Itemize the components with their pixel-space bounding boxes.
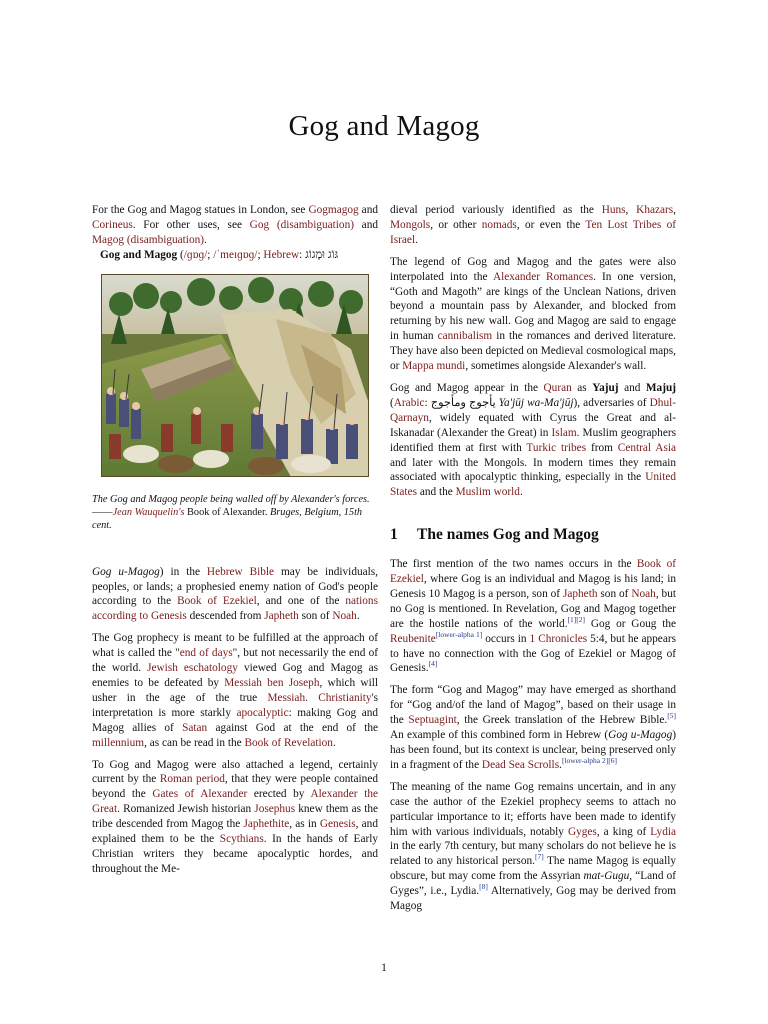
citation[interactable]: [7]	[534, 852, 544, 862]
link-gog-disambiguation[interactable]: Gog (disambiguation)	[249, 218, 354, 231]
arabic-text: يأجوج ومأجوج	[430, 396, 496, 409]
page-number: 1	[381, 962, 387, 974]
manuscript-illustration	[101, 274, 369, 477]
link-noah-2[interactable]: Noah	[631, 587, 656, 600]
link-alexander-romances[interactable]: Alexander Romances	[492, 270, 594, 283]
link-japhethite[interactable]: Japhethite	[243, 818, 290, 831]
link-septuagint[interactable]: Septuagint	[408, 714, 457, 727]
paragraph-quran: Gog and Magog appear in the Quran as Yajuj and Majuj (Arabic: يأجوج ومأجوج Ya'jūj wa-Ma'jūj), adversaries of Dhul-Qarnayn, widely equated with Cyrus the Great and al-Iskanadar (Alexander the Great) in Islam. Muslim geographers identified them at first with Turkic tribes from Central Asia and later with the Mongols. In modern times they remain associated with apocalyptic thinking, especially in the United States and the Muslim world.	[390, 381, 677, 499]
lead-line: Gog and Magog (/ɡɒɡ/; /ˈmeɪɡɒɡ/; Hebrew: גּוֹג וּמָגוֹג	[100, 248, 339, 261]
citation[interactable]: [1][2]	[567, 614, 586, 624]
citation[interactable]: [lower-alpha 1]	[435, 629, 483, 639]
link-christianity[interactable]: Christianity	[318, 691, 372, 704]
link-islam[interactable]: Islam	[551, 426, 577, 439]
link-gates-of-alexander[interactable]: Gates of Alexander	[152, 788, 248, 801]
link-khazars[interactable]: Khazars	[636, 204, 674, 216]
paragraph-medieval: dieval period variously identified as the Huns, Khazars, Mongols, or other nomads, or even the Ten Lost Tribes of Israel.	[390, 204, 676, 246]
link-magog-disambiguation[interactable]: Magog (disambiguation)	[92, 233, 205, 246]
link-dead-sea-scrolls[interactable]: Dead Sea Scrolls	[481, 758, 560, 771]
link-corineus[interactable]: Corineus	[92, 218, 133, 231]
link-genesis[interactable]: Genesis	[319, 818, 356, 831]
paragraph-legend: To Gog and Magog were also attached a legend, certainly current by the Roman period, that they were people contained beyond the Gates of Alexander erected by Alexander the Great. Romanized Jewish historian Josephus knew them as the tribe descended from Magog the Japhethite, as in Genesis, and explained them to be the Scythians. In the hands of Early Christian writers they became apocalyptic hordes, and throughout the Me-	[92, 758, 379, 875]
link-jewish-eschatology[interactable]: Jewish eschatology	[147, 662, 238, 675]
link-japheth[interactable]: Japheth	[264, 610, 299, 623]
right-column	[390, 203, 676, 921]
link-book-of-revelation[interactable]: Book of Revelation	[244, 736, 333, 749]
link-messiah-ben-joseph[interactable]: Messiah ben Joseph	[224, 676, 320, 689]
section-heading: 1 The names Gog and Magog	[390, 526, 599, 544]
link-roman-period[interactable]: Roman period	[159, 773, 225, 786]
link-cannibalism[interactable]: cannibalism	[437, 330, 493, 343]
link-millennium[interactable]: millennium	[92, 736, 145, 749]
link-mongols[interactable]: Mongols	[390, 218, 431, 231]
paragraph-prophecy: The Gog prophecy is meant to be fulfilled at the approach of what is called the "end of days", but not necessarily the end of the world. Jewish eschatology viewed Gog and Magog as enemies to be defeated by Messiah ben Joseph, which will usher in the age of the true Messiah. Christianity's interpretation is more starkly apocalyptic: making Gog and Magog allies of Satan against God at the end of the millennium, as can be read in the Book of Revelation.	[92, 632, 379, 749]
illustration-image	[101, 274, 369, 477]
link-huns[interactable]: Huns	[601, 204, 626, 216]
link-josephus[interactable]: Josephus	[254, 803, 296, 816]
link-turkic-tribes[interactable]: Turkic tribes	[526, 441, 587, 454]
link-quran[interactable]: Quran	[543, 381, 572, 394]
link-lydia[interactable]: Lydia	[650, 825, 676, 838]
link-pronunciation-magog[interactable]: /ˈmeɪɡɒɡ/	[213, 248, 258, 261]
paragraph-form: The form “Gog and Magog” may have emerged as shorthand for “Gog and/of the land of Magog”, based on their usage in the Septuagint, the Greek translation of the Hebrew Bible.[5] An example of this combined form in Hebrew (Gog u-Magog) has been found, but its context is unclear, being preserved only in a fragment of the Dead Sea Scrolls.[lower-alpha 2][6]	[390, 684, 676, 771]
link-satan[interactable]: Satan	[182, 721, 208, 734]
link-end-of-days[interactable]: end of days	[179, 647, 233, 660]
link-nations-according-to-genesis[interactable]: nations according to Genesis	[92, 595, 378, 623]
link-arabic[interactable]: Arabic	[393, 396, 425, 409]
page-title: Gog and Magog	[288, 110, 480, 142]
link-hebrew-bible[interactable]: Hebrew Bible	[206, 565, 275, 578]
link-pronunciation-gog[interactable]: /ɡɒɡ/	[183, 248, 208, 261]
hatnote: For the Gog and Magog statues in London, see Gogmagog and Corineus. For other uses, see Gog (disambiguation) and Magog (disambiguation).	[92, 204, 378, 246]
link-mappa-mundi[interactable]: Mappa mundi	[402, 360, 466, 373]
link-scythians[interactable]: Scythians	[219, 833, 264, 846]
paragraph-definition: Gog u-Magog) in the Hebrew Bible may be individuals, peoples, or lands; a prophesied enemy nation of God's people according to the Book of Ezekiel, and one of the nations according to Genesis descended from Japheth son of Noah.	[92, 565, 378, 623]
link-book-of-ezekiel[interactable]: Book of Ezekiel	[177, 595, 257, 608]
figure-caption: The Gog and Magog people being walled off by Alexander's forces. ——Jean Wauquelin's Book of Alexander. Bruges, Belgium, 15th cent.	[92, 493, 370, 531]
citation[interactable]: [lower-alpha 2][6]	[561, 756, 617, 766]
link-ten-lost-tribes[interactable]: Ten Lost Tribes of Israel	[390, 218, 676, 246]
link-messiah[interactable]: Messiah	[267, 691, 306, 704]
link-nomads[interactable]: nomads	[481, 218, 517, 231]
link-alexander-the-great[interactable]: Alexander the Great	[92, 788, 378, 816]
link-gyges[interactable]: Gyges	[567, 825, 597, 838]
left-column	[92, 203, 378, 884]
paragraph-first-mention: The first mention of the two names occurs in the Book of Ezekiel, where Gog is an individual and Magog is his land; in Genesis 10 Magog is a person, son of Japheth son of Noah, but no Gog is mentioned. In Revelation, Gog and Magog together are the hostile nations of the world.[1][2] Gog or Goug the Reubenite[lower-alpha 1] occurs in 1 Chronicles 5:4, but he appears to have no connection with the Gog of Ezekiel or Magog of Genesis.[4]	[390, 558, 676, 675]
citation[interactable]: [8]	[479, 882, 488, 892]
link-book-of-ezekiel-2[interactable]: Book of Ezekiel	[390, 558, 676, 586]
link-apocalyptic[interactable]: apocalyptic	[236, 706, 289, 719]
link-united-states[interactable]: United States	[390, 471, 676, 499]
citation[interactable]: [5]	[667, 711, 676, 721]
link-muslim-world[interactable]: Muslim world	[455, 486, 520, 499]
link-jean-wauquelin[interactable]: Jean Wauquelin's	[112, 506, 185, 518]
paragraph-meaning: The meaning of the name Gog remains uncertain, and in any case the author of the Ezekiel prophecy seems to attach no particular importance to it; efforts have been made to identify him with various individuals, notably Gyges, a king of Lydia in the early 7th century, but many scholars do not believe he is related to any historical person.[7] The name Magog is equally obscure, but may come from the Assyrian mat-Gugu, “Land of Gyges”, i.e., Lydia.[8] Alternatively, Gog may be derived from Magog	[390, 780, 677, 913]
link-noah[interactable]: Noah	[332, 610, 357, 623]
link-1-chronicles[interactable]: 1 Chronicles	[529, 632, 588, 645]
link-hebrew[interactable]: Hebrew	[263, 248, 300, 261]
paragraph-alexander-romances: The legend of Gog and Magog and the gates were also interpolated into the Alexander Romances. In one version, “Goth and Magoth” are kings of the Unclean Nations, driven beyond a mountain pass by Alexander, and blocked from returning by his new wall. Gog and Magog are said to engage in human cannibalism in the romances and derived literature. They have also been depicted on Medieval cosmological maps, or Mappa mundi, sometimes alongside Alexander's wall.	[390, 255, 676, 373]
link-gogmagog[interactable]: Gogmagog	[308, 204, 359, 216]
citation[interactable]: [4]	[428, 659, 438, 669]
link-reubenite[interactable]: Reubenite	[390, 632, 436, 645]
link-japheth-2[interactable]: Japheth	[562, 587, 598, 600]
link-dhul-qarnayn[interactable]: Dhul-Qarnayn	[390, 396, 676, 424]
link-central-asia[interactable]: Central Asia	[617, 441, 676, 454]
